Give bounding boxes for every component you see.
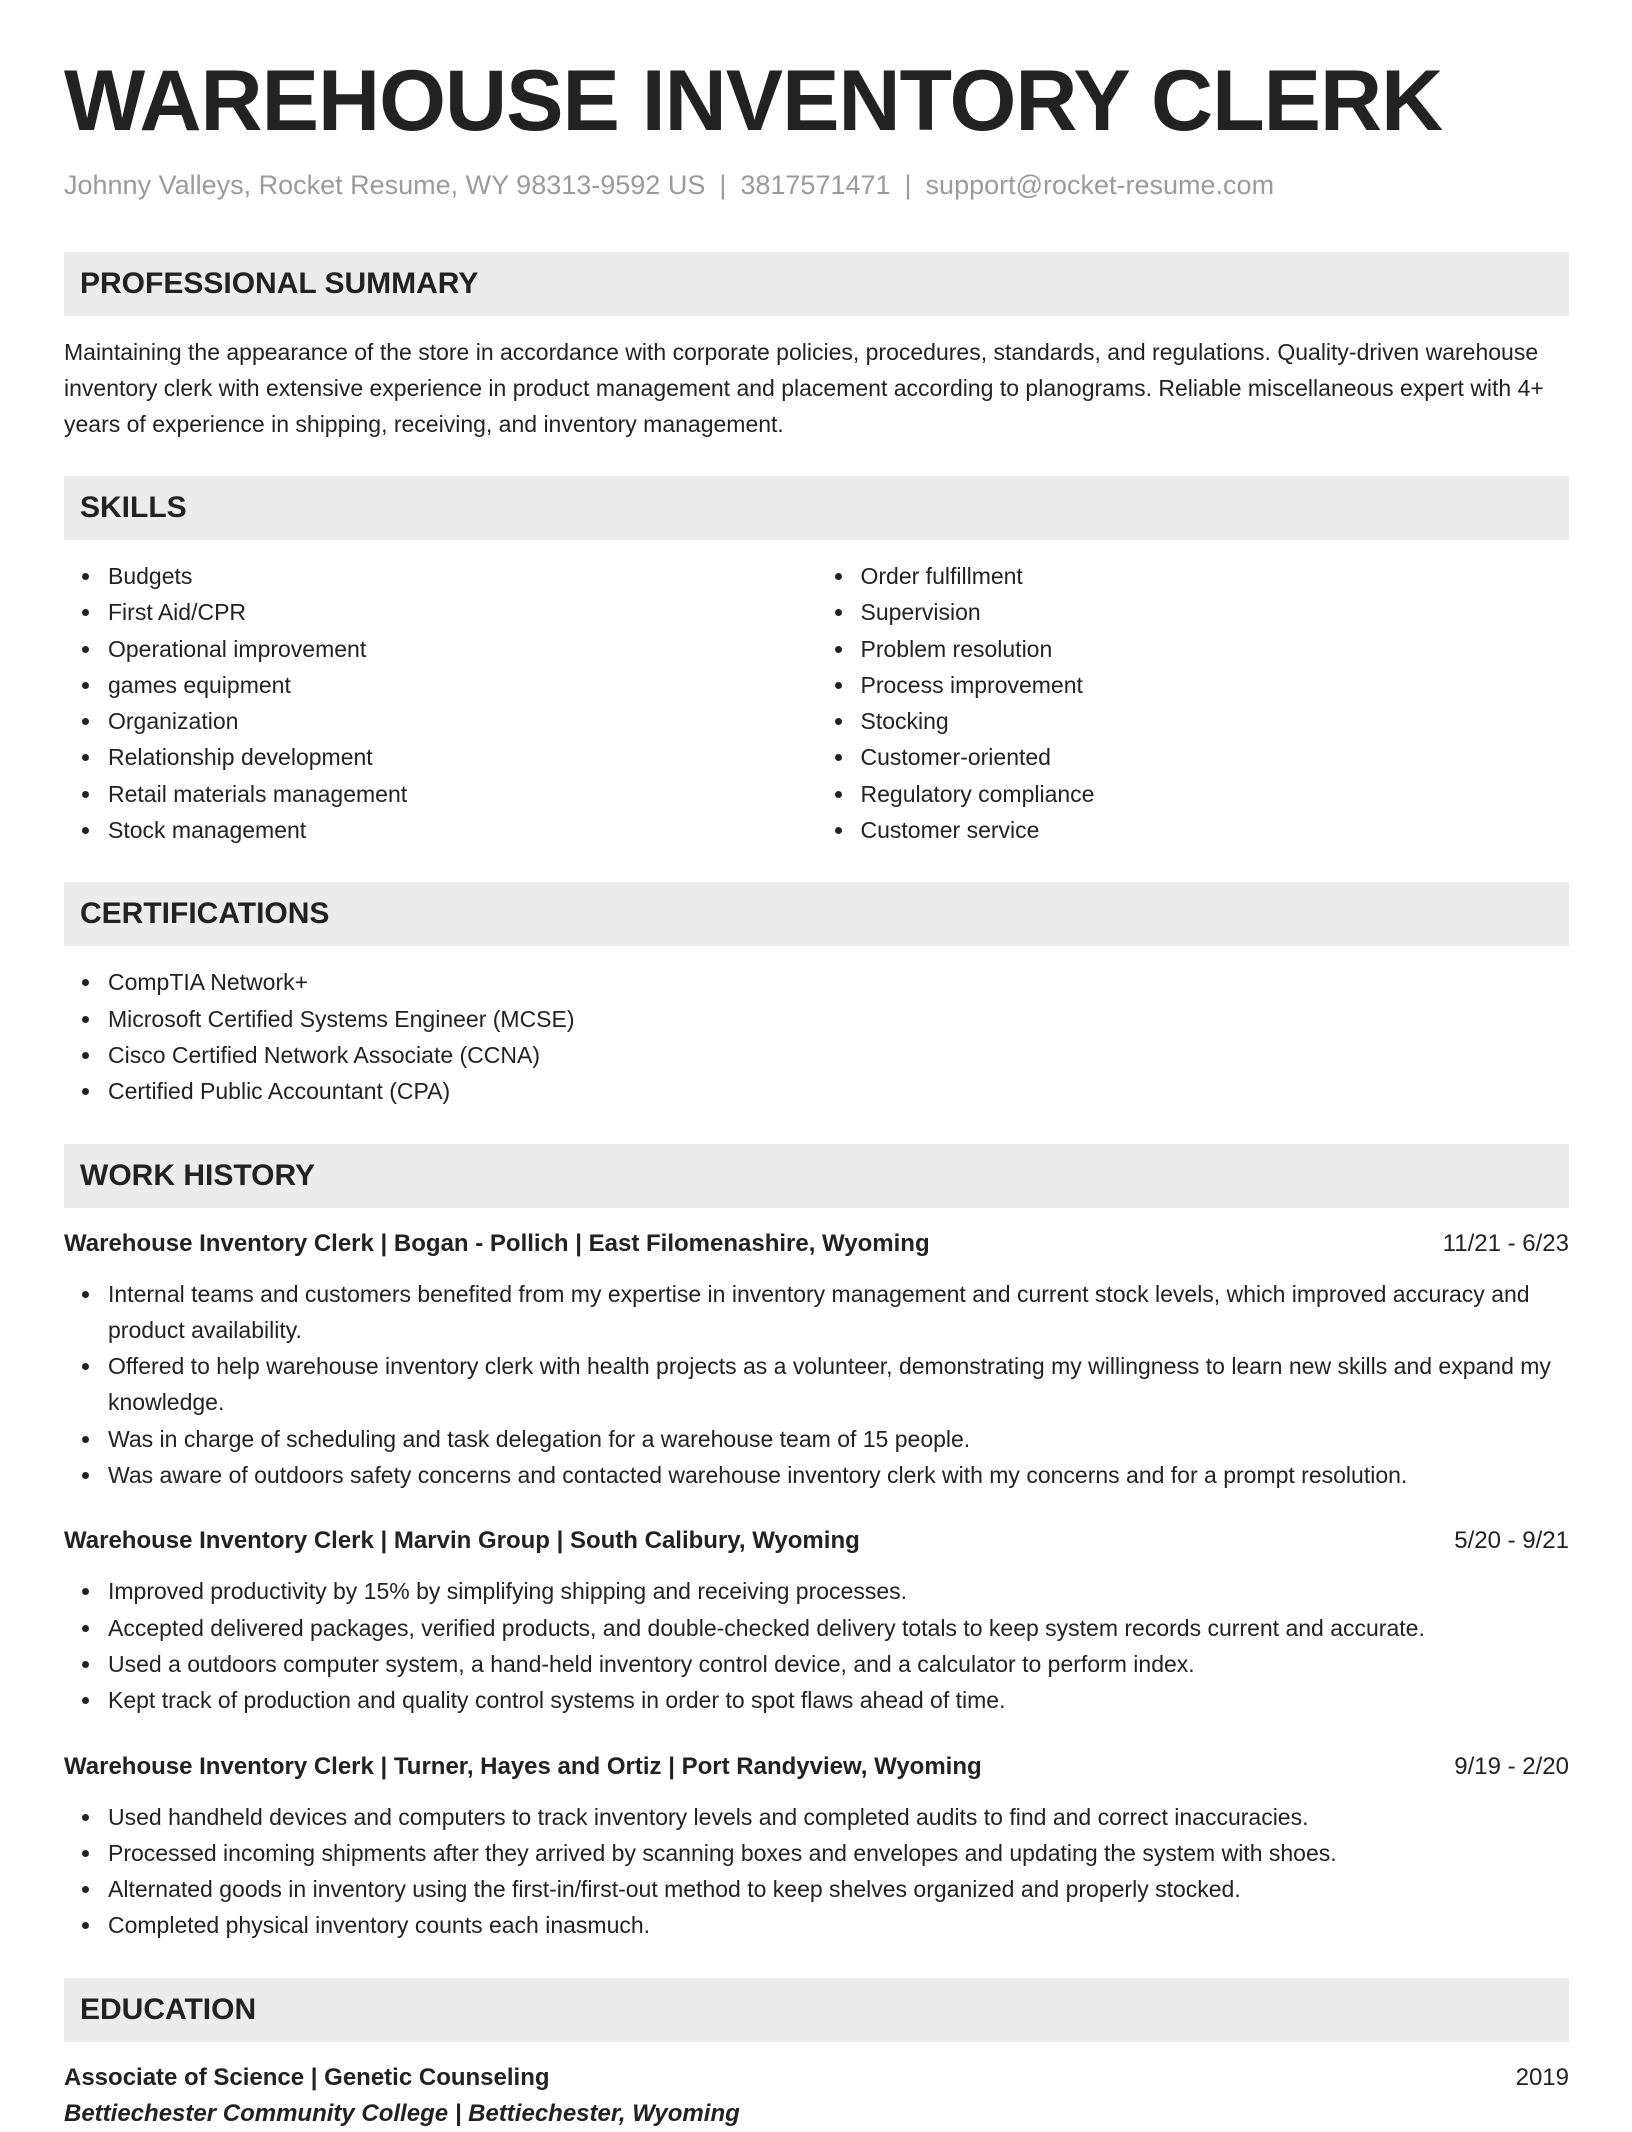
contact-address: Johnny Valleys, Rocket Resume, WY 98313-9592 US — [64, 169, 706, 200]
skill-item: Retail materials management — [108, 776, 817, 812]
education-year: 2019 — [1515, 2063, 1569, 2091]
education-header — [64, 2060, 1569, 2096]
skill-item: games equipment — [108, 667, 817, 703]
job-bullet: Kept track of production and quality control systems in order to spot flaws ahead of time. — [108, 1682, 1569, 1718]
certifications-list — [64, 964, 1569, 1109]
job-bullets — [64, 1799, 1569, 1944]
job-title: Warehouse Inventory Clerk | Turner, Hayes and Ortiz | Port Randyview, Wyoming — [64, 1752, 982, 1780]
skills-list-right — [817, 558, 1570, 848]
section-header-work-history: WORK HISTORY — [64, 1144, 1569, 1208]
skill-item: Supervision — [861, 594, 1570, 630]
job-entry — [64, 1749, 1569, 1944]
skill-item: Regulatory compliance — [861, 776, 1570, 812]
job-bullet: Alternated goods in inventory using the first-in/first-out method to keep shelves organized and properly stocked. — [108, 1871, 1569, 1907]
certification-item: CompTIA Network+ — [108, 964, 1569, 1000]
certification-item: Certified Public Accountant (CPA) — [108, 1073, 1569, 1109]
skill-item: Relationship development — [108, 739, 817, 775]
section-header-education: EDUCATION — [64, 1978, 1569, 2042]
job-bullets — [64, 1276, 1569, 1494]
contact-phone: 3817571471 — [740, 169, 891, 200]
skill-item: Stocking — [861, 703, 1570, 739]
job-bullet: Internal teams and customers benefited from my expertise in inventory management and current stock levels, which improved accuracy and product availability. — [108, 1276, 1569, 1349]
skill-item: Budgets — [108, 558, 817, 594]
job-bullet: Accepted delivered packages, verified products, and double-checked delivery totals to keep system records current and accurate. — [108, 1610, 1569, 1646]
job-title: Warehouse Inventory Clerk | Bogan - Pollich | East Filomenashire, Wyoming — [64, 1229, 930, 1257]
education-degree: Associate of Science | Genetic Counseling — [64, 2063, 550, 2091]
contact-line — [64, 169, 1569, 201]
job-header — [64, 1749, 1569, 1785]
job-entry — [64, 1523, 1569, 1718]
skill-item: Operational improvement — [108, 631, 817, 667]
job-bullet: Was in charge of scheduling and task delegation for a warehouse team of 15 people. — [108, 1421, 1569, 1457]
job-bullet: Used handheld devices and computers to track inventory levels and completed audits to find and correct inaccuracies. — [108, 1799, 1569, 1835]
job-header — [64, 1226, 1569, 1262]
skill-item: Stock management — [108, 812, 817, 848]
skill-item: First Aid/CPR — [108, 594, 817, 630]
job-dates: 5/20 - 9/21 — [1454, 1527, 1569, 1555]
skills-grid — [64, 540, 1569, 848]
job-entry — [64, 1226, 1569, 1494]
certification-item: Cisco Certified Network Associate (CCNA) — [108, 1037, 1569, 1073]
skill-item: Process improvement — [861, 667, 1570, 703]
job-title: Warehouse Inventory Clerk | Marvin Group | South Calibury, Wyoming — [64, 1527, 860, 1555]
section-header-certifications: CERTIFICATIONS — [64, 882, 1569, 946]
candidate-title: WAREHOUSE INVENTORY CLERK — [64, 53, 1443, 149]
job-dates: 11/21 - 6/23 — [1442, 1229, 1569, 1257]
job-bullets — [64, 1573, 1569, 1718]
certification-item: Microsoft Certified Systems Engineer (MCSE) — [108, 1001, 1569, 1037]
skill-item: Organization — [108, 703, 817, 739]
education-entry — [64, 2060, 1569, 2132]
skill-item: Order fulfillment — [861, 558, 1570, 594]
job-bullet: Used a outdoors computer system, a hand-held inventory control device, and a calculator to perform index. — [108, 1646, 1569, 1682]
section-header-summary: PROFESSIONAL SUMMARY — [64, 252, 1569, 316]
skill-item: Customer service — [861, 812, 1570, 848]
job-bullet: Completed physical inventory counts each inasmuch. — [108, 1907, 1569, 1943]
skills-list-left — [64, 558, 817, 848]
job-header — [64, 1523, 1569, 1559]
contact-email: support@rocket-resume.com — [925, 169, 1275, 200]
skill-item: Customer-oriented — [861, 739, 1570, 775]
job-bullet: Was aware of outdoors safety concerns and contacted warehouse inventory clerk with my concerns and for a prompt resolution. — [108, 1457, 1569, 1493]
job-bullet: Offered to help warehouse inventory clerk with health projects as a volunteer, demonstrating my willingness to learn new skills and expand my knowledge. — [108, 1348, 1569, 1421]
section-header-skills: SKILLS — [64, 476, 1569, 540]
summary-text: Maintaining the appearance of the store in accordance with corporate policies, procedures, standards, and regulations. Quality-driven warehouse inventory clerk with extensive experience in product management and placement according to planograms. Reliable miscellaneous expert with 4+ years of experience in shipping, receiving, and inventory management. — [64, 338, 1544, 437]
skill-item: Problem resolution — [861, 631, 1570, 667]
contact-separator: | — [719, 169, 727, 200]
contact-separator: | — [904, 169, 912, 200]
job-bullet: Processed incoming shipments after they arrived by scanning boxes and envelopes and updating the system with shoes. — [108, 1835, 1569, 1871]
job-dates: 9/19 - 2/20 — [1454, 1752, 1569, 1780]
job-bullet: Improved productivity by 15% by simplifying shipping and receiving processes. — [108, 1573, 1569, 1609]
education-school: Bettiechester Community College | Bettiechester, Wyoming — [64, 2099, 740, 2127]
